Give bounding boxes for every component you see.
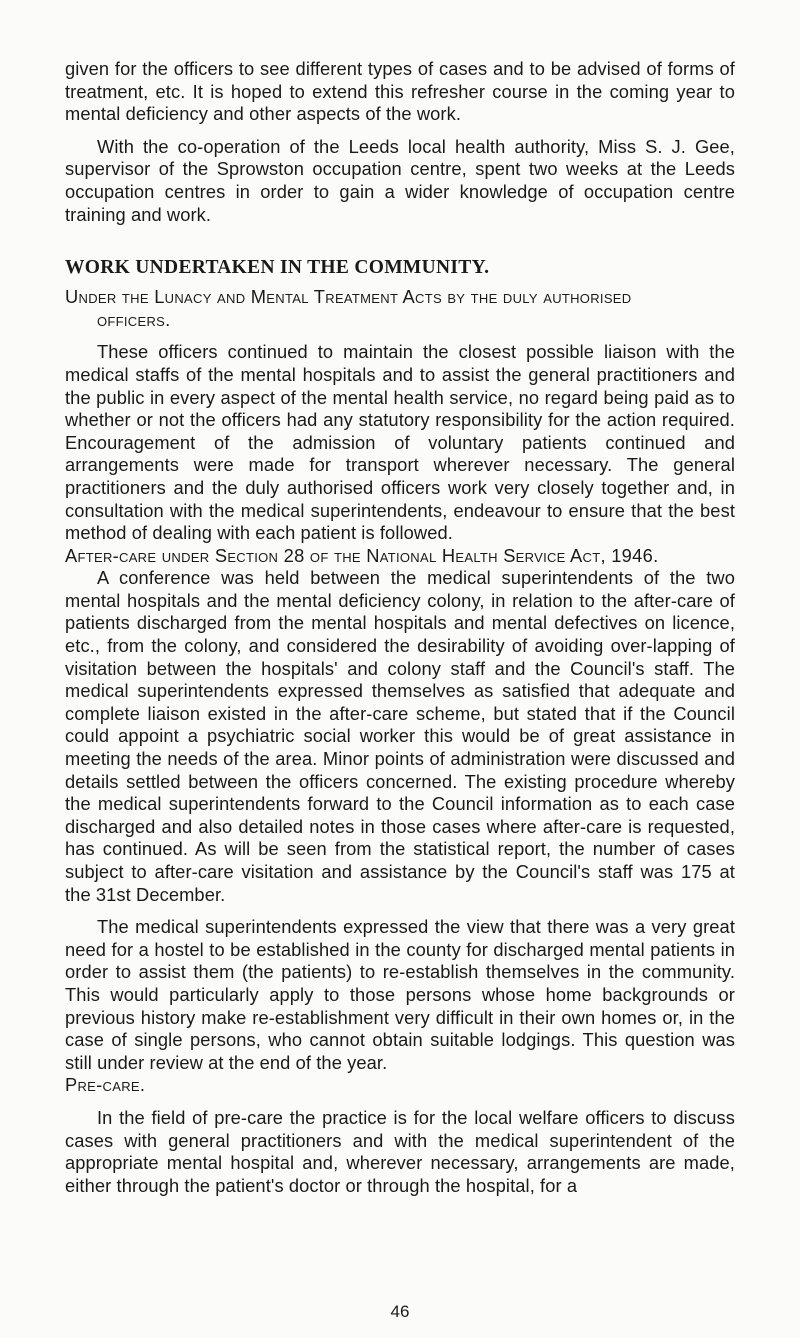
section-heading-work-undertaken: WORK UNDERTAKEN IN THE COMMUNITY. <box>65 257 490 279</box>
paragraph-after-care-conference: A conference was held between the medical superintendents of the two mental hospitals and the mental deficiency colony, in relation to the after-care of patients discharged from the mental hospitals and mental defectives on licence, etc., from the colony, and considered the desirability of avoiding over-lapping of visitation between the hospitals' and colony staff and the Council's staff. The medical superintendents expressed themselves as satisfied that adequate and complete liaison existed in the after-care scheme, but stated that if the Council could appoint a psychiatric social worker this would be of great assistance in meeting the needs of the area. Minor points of administration were discussed and details settled between the officers concerned. The existing procedure whereby the medical superintendents forward to the Council information as to each case discharged and also detailed notes in those cases where after-care is requested, has continued. As will be seen from the statistical report, the number of cases subject to after-care visitation and assistance by the Council's staff was 175 at the 31st December. <box>65 567 735 905</box>
subheading-lunacy-acts-continued: officers. <box>97 308 171 330</box>
subheading-pre-care: Pre-care. <box>65 1074 146 1096</box>
paragraph-hostel-need: The medical superintendents expressed the view that there was a very great need for a hostel to be established in the county for discharged mental patients in order to assist them (the patients) to re-establish themselves in the community. This would particularly apply to those persons whose home backgrounds or previous history make re-establishment very difficult in their own homes or, in the case of single persons, who cannot obtain suitable lodgings. This question was still under review at the end of the year. <box>65 916 735 1073</box>
subheading-after-care: After-care under Section 28 of the National Health Service Act, 1946. <box>65 544 659 566</box>
page-number: 46 <box>390 1302 410 1321</box>
document-page <box>65 58 735 1197</box>
paragraph-leeds-cooperation: With the co-operation of the Leeds local health authority, Miss S. J. Gee, supervisor of the Sprowston occupation centre, spent two weeks at the Leeds occupation centres in order to gain a wider knowledge of occupation centre training and work. <box>65 135 735 225</box>
paragraph-pre-care: In the field of pre-care the practice is for the local welfare officers to discuss cases with general practitioners and with the medical superintendent of the appropriate mental hospital and, wherever necessary, arrangements are made, either through the patient's doctor or through the hospital, for a <box>65 1106 735 1196</box>
paragraph-refresher-course: given for the officers to see different types of cases and to be advised of forms of treatment, etc. It is hoped to extend this refresher course in the coming year to mental deficiency and other aspects of the work. <box>65 58 735 125</box>
paragraph-officers-liaison: These officers continued to maintain the closest possible liaison with the medical staffs of the mental hospitals and to assist the general practitioners and the public in every aspect of the mental health service, no regard being paid as to whether or not the officers had any statutory responsibility for the action required. Encouragement of the admission of voluntary patients continued and arrangements were made for transport wherever necessary. The general practitioners and the duly authorised officers work very closely together and, in consultation with the medical superintendents, endeavour to ensure that the best method of dealing with each patient is followed. <box>65 341 735 544</box>
subheading-lunacy-acts: Under the Lunacy and Mental Treatment Acts by the duly authorised <box>65 286 632 308</box>
